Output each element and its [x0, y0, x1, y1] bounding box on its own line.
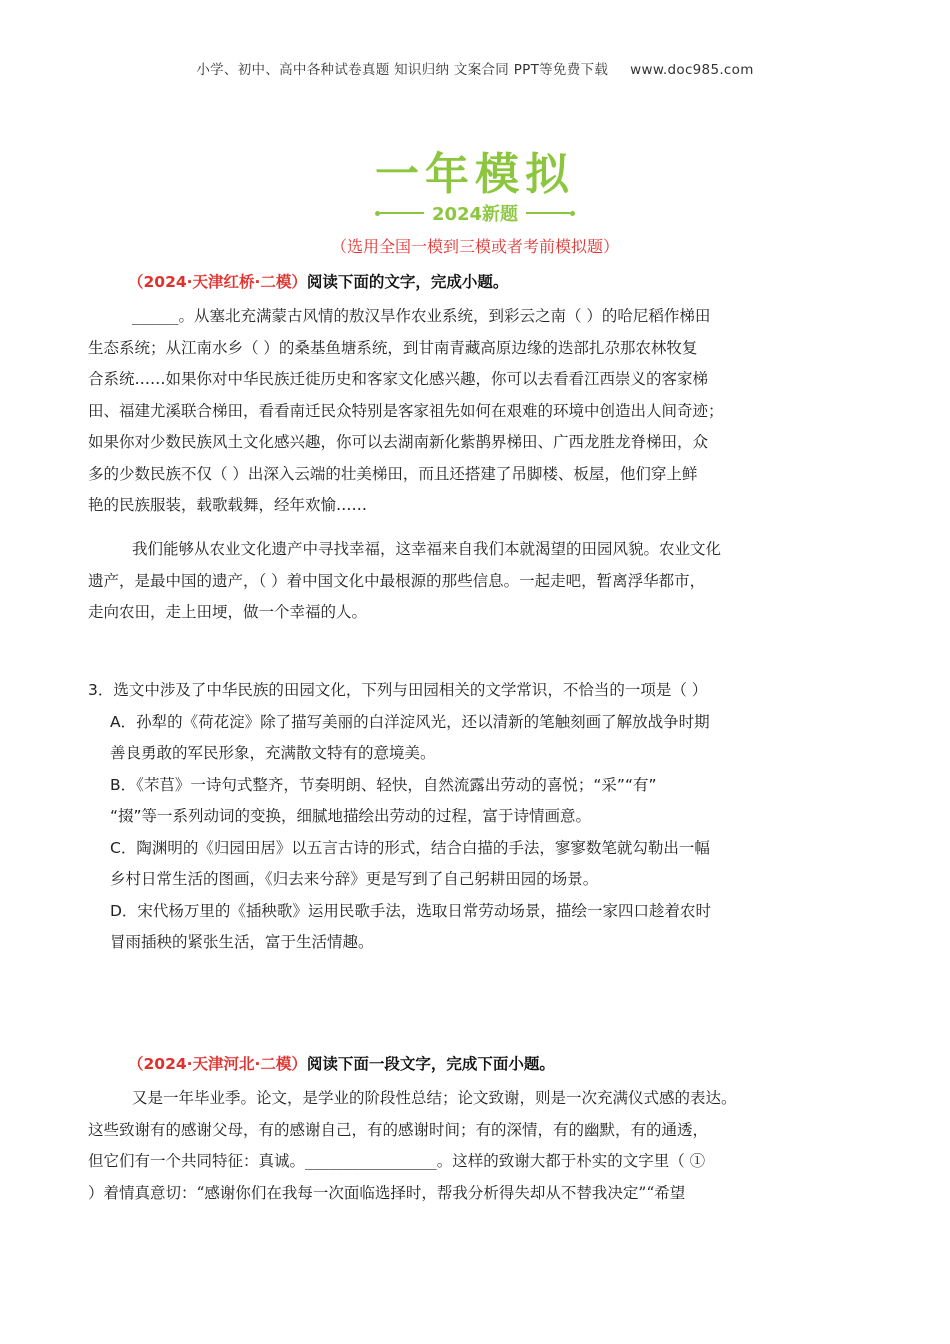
option-line: 冒雨插秧的紧张生活，富于生活情趣。	[110, 933, 374, 951]
page-header	[0, 58, 950, 78]
option-line: “掇”等一系列动词的变换，细腻地描绘出劳动的过程，富于诗情画意。	[110, 807, 592, 825]
right-decoration	[526, 211, 575, 216]
text-line: 如果你对少数民族风土文化感兴趣，你可以去湖南新化紫鹊界梯田、广西龙胜龙脊梯田，众	[88, 433, 709, 451]
passage1-source: （2024·天津红桥·二模）	[128, 273, 307, 291]
subtitle: 2024新题	[431, 204, 519, 225]
passage1-instruction: 阅读下面的文字，完成小题。	[306, 273, 509, 291]
passage1-paragraph-2	[88, 534, 868, 629]
option-line: B．《芣苢》一诗句式整齐，节奏明朗、轻快，自然流露出劳动的喜悦；“采”“有”	[110, 775, 657, 794]
text-line: 艳的民族服装，载歌载舞，经年欢愉……	[88, 496, 368, 514]
passage2-instruction: 阅读下面一段文字，完成下面小题。	[306, 1055, 555, 1073]
deco-line-icon	[526, 212, 570, 214]
passage2-paragraph	[88, 1083, 868, 1209]
text-line: 又是一年毕业季。论文，是学业的阶段性总结；论文致谢，则是一次充满仪式感的表达。	[132, 1089, 737, 1107]
option-d[interactable]	[88, 896, 868, 959]
text-line: 但它们有一个共同特征：真诚。_________________。这样的致谢大都于朴实的文字里（ ①	[88, 1152, 706, 1170]
option-b[interactable]	[88, 770, 868, 833]
passage1-paragraph-1	[88, 301, 868, 522]
text-line: 这些致谢有的感谢父母，有的感谢自己，有的感谢时间；有的深情，有的幽默，有的通透，	[88, 1120, 709, 1139]
option-line: A．孙犁的《荷花淀》除了描写美丽的白洋淀风光，还以清新的笔触刻画了解放战争时期	[110, 712, 710, 731]
text-line: 多的少数民族不仅（ ）出深入云端的壮美梯田，而且还搭建了吊脚楼、板屋，他们穿上鲜	[88, 464, 698, 483]
question-stem: 3．选文中涉及了中华民族的田园文化，下列与田园相关的文学常识，不恰当的一项是（ ）	[88, 681, 708, 699]
question-3	[88, 675, 868, 959]
option-line: 善良勇敢的军民形象，充满散文特有的意境美。	[110, 744, 436, 762]
scope-note: （选用全国一模到三模或者考前模拟题）	[330, 237, 619, 256]
text-line: 生态系统；从江南水乡（ ）的桑基鱼塘系统，到甘南青藏高原边缘的迭部扎尕那农林牧复	[88, 338, 698, 357]
deco-line-icon	[380, 212, 424, 214]
option-line: C．陶渊明的《归园田居》以五言古诗的形式，结合白描的手法，寥寥数笔就勾勒出一幅	[110, 838, 710, 857]
left-decoration	[375, 211, 424, 216]
header-text: 小学、初中、高中各种试卷真题 知识归纳 文案合同 PPT等免费下载	[196, 62, 609, 78]
page-title: 一年模拟	[375, 149, 575, 200]
text-line: 合系统……如果你对中华民族迁徙历史和客家文化感兴趣，你可以去看看江西崇义的客家梯	[88, 370, 709, 388]
passage1-heading	[128, 270, 508, 292]
text-line: 遗产，是最中国的遗产，（ ）着中国文化中最根源的那些信息。一起走吧，暂离浮华都市，	[88, 571, 706, 590]
text-line: 田、福建尤溪联合梯田，看看南迁民众特别是客家祖先如何在艰难的环境中创造出人间奇迹；	[88, 401, 724, 420]
subtitle-row	[0, 200, 950, 226]
text-line: ______。从塞北充满蒙古风情的敖汉旱作农业系统，到彩云之南（ ）的哈尼稻作梯田	[132, 307, 711, 325]
passage2-heading	[128, 1052, 555, 1074]
deco-dot-icon	[570, 211, 575, 216]
passage2-source: （2024·天津河北·二模）	[128, 1055, 307, 1073]
option-line: 乡村日常生活的图画，《归去来兮辞》更是写到了自己躬耕田园的场景。	[110, 870, 599, 888]
text-line: 走向农田，走上田埂，做一个幸福的人。	[88, 603, 368, 621]
option-c[interactable]	[88, 833, 868, 896]
text-line: 我们能够从农业文化遗产中寻找幸福，这幸福来自我们本就渴望的田园风貌。农业文化	[132, 540, 722, 558]
header-site[interactable]: www.doc985.com	[630, 62, 754, 78]
option-line: D．宋代杨万里的《插秧歌》运用民歌手法，选取日常劳动场景，描绘一家四口趁着农时	[110, 901, 711, 920]
option-a[interactable]	[88, 707, 868, 770]
text-line: ）着情真意切：“感谢你们在我每一次面临选择时，帮我分析得失却从不替我决定”“希望	[88, 1183, 686, 1202]
